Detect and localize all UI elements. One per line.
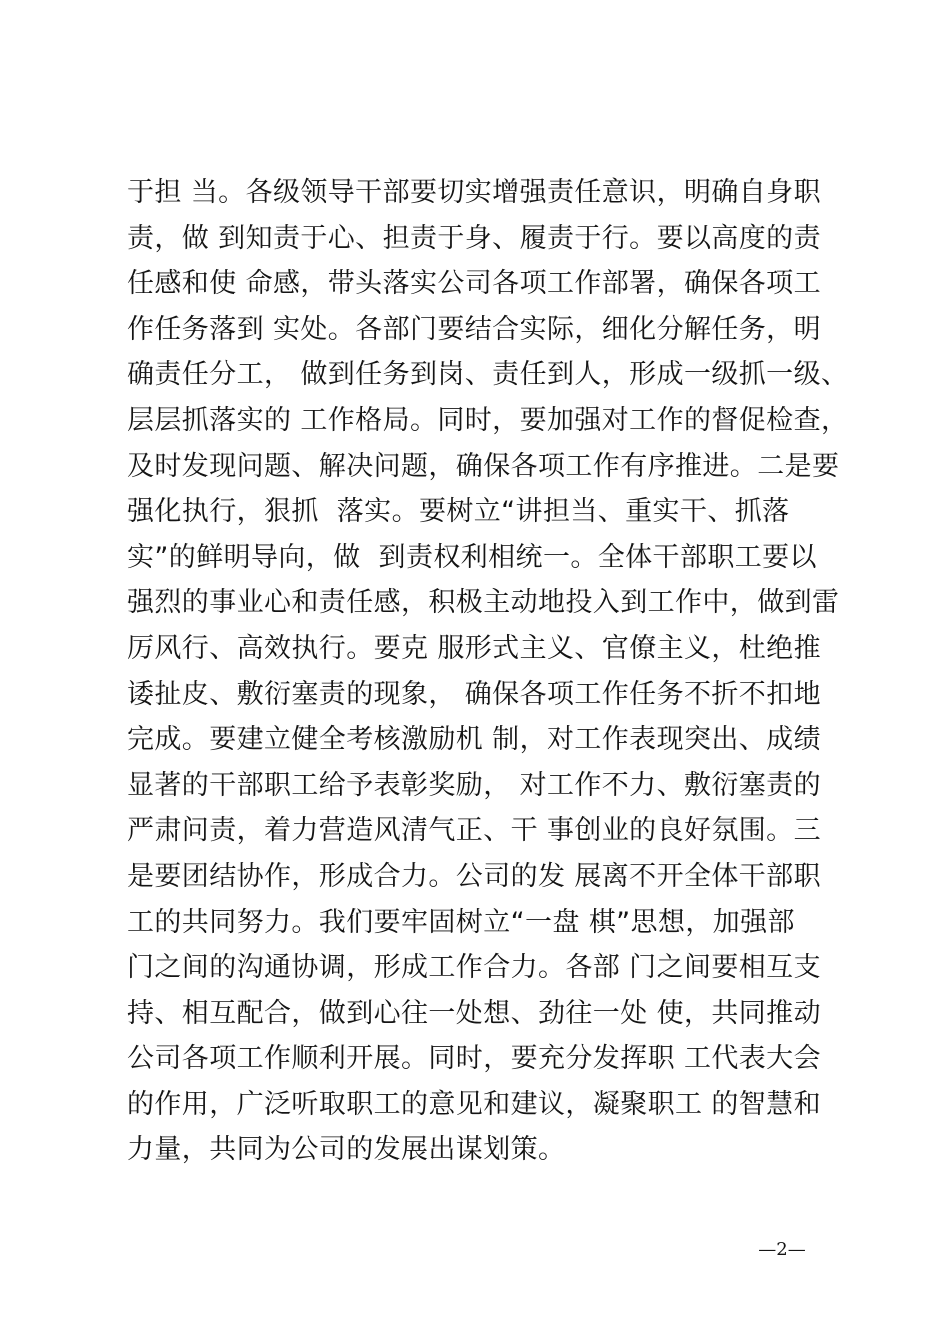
text-line: 公司各项工作顺利开展。同时，要充分发挥职 工代表大会 [127, 1043, 821, 1075]
text-line: 工的共同努力。我们要牢固树立“一盘 棋”思想，加强部 [127, 906, 795, 938]
text-line: 是要团结协作，形成合力。公司的发 展离不开全体干部职 [127, 860, 821, 892]
text-line: 确责任分工， 做到任务到岗、责任到人，形成一级抓一级、 [127, 359, 849, 391]
text-line: 的作用，广泛听取职工的意见和建议，凝聚职工 的智慧和 [127, 1088, 821, 1120]
text-line: 持、相互配合，做到心往一处想、劲往一处 使，共同推动 [127, 997, 821, 1029]
text-line: 完成。要建立健全考核激励机 制，对工作表现突出、成绩 [127, 724, 821, 756]
text-line: 力量，共同为公司的发展出谋划策。 [127, 1134, 566, 1166]
text-line: 作任务落到 实处。各部门要结合实际，细化分解任务，明 [127, 313, 821, 345]
text-line: 及时发现问题、解决问题，确保各项工作有序推进。二是要 [127, 450, 840, 482]
text-line: 门之间的沟通协调，形成工作合力。各部 门之间要相互支 [127, 952, 821, 984]
text-line: 厉风行、高效执行。要克 服形式主义、官僚主义，杜绝推 [127, 632, 821, 664]
page-number: —2— [758, 1239, 806, 1260]
text-line: 实”的鲜明导向，做 到责权利相统一。全体干部职工要以 [127, 541, 817, 573]
text-line: 强烈的事业心和责任感，积极主动地投入到工作中，做到雷 [127, 587, 840, 619]
text-line: 诿扯皮、敷衍塞责的现象， 确保各项工作任务不折不扣地 [127, 678, 821, 710]
text-line: 层层抓落实的 工作格局。同时，要加强对工作的督促检查， [127, 404, 849, 436]
text-line: 于担 当。各级领导干部要切实增强责任意识，明确自身职 [127, 177, 821, 208]
text-line: 严肃问责，着力营造风清气正、干 事创业的良好氛围。三 [127, 815, 821, 847]
text-line: 任感和使 命感，带头落实公司各项工作部署，确保各项工 [127, 268, 821, 300]
text-line: 责，做 到知责于心、担责于身、履责于行。要以高度的责 [127, 222, 821, 254]
body-paragraph [127, 170, 847, 1173]
text-line: 显著的干部职工给予表彰奖励， 对工作不力、敷衍塞责的 [127, 769, 821, 801]
text-line: 强化执行，狠抓 落实。要树立“讲担当、重实干、抓落 [127, 496, 790, 528]
